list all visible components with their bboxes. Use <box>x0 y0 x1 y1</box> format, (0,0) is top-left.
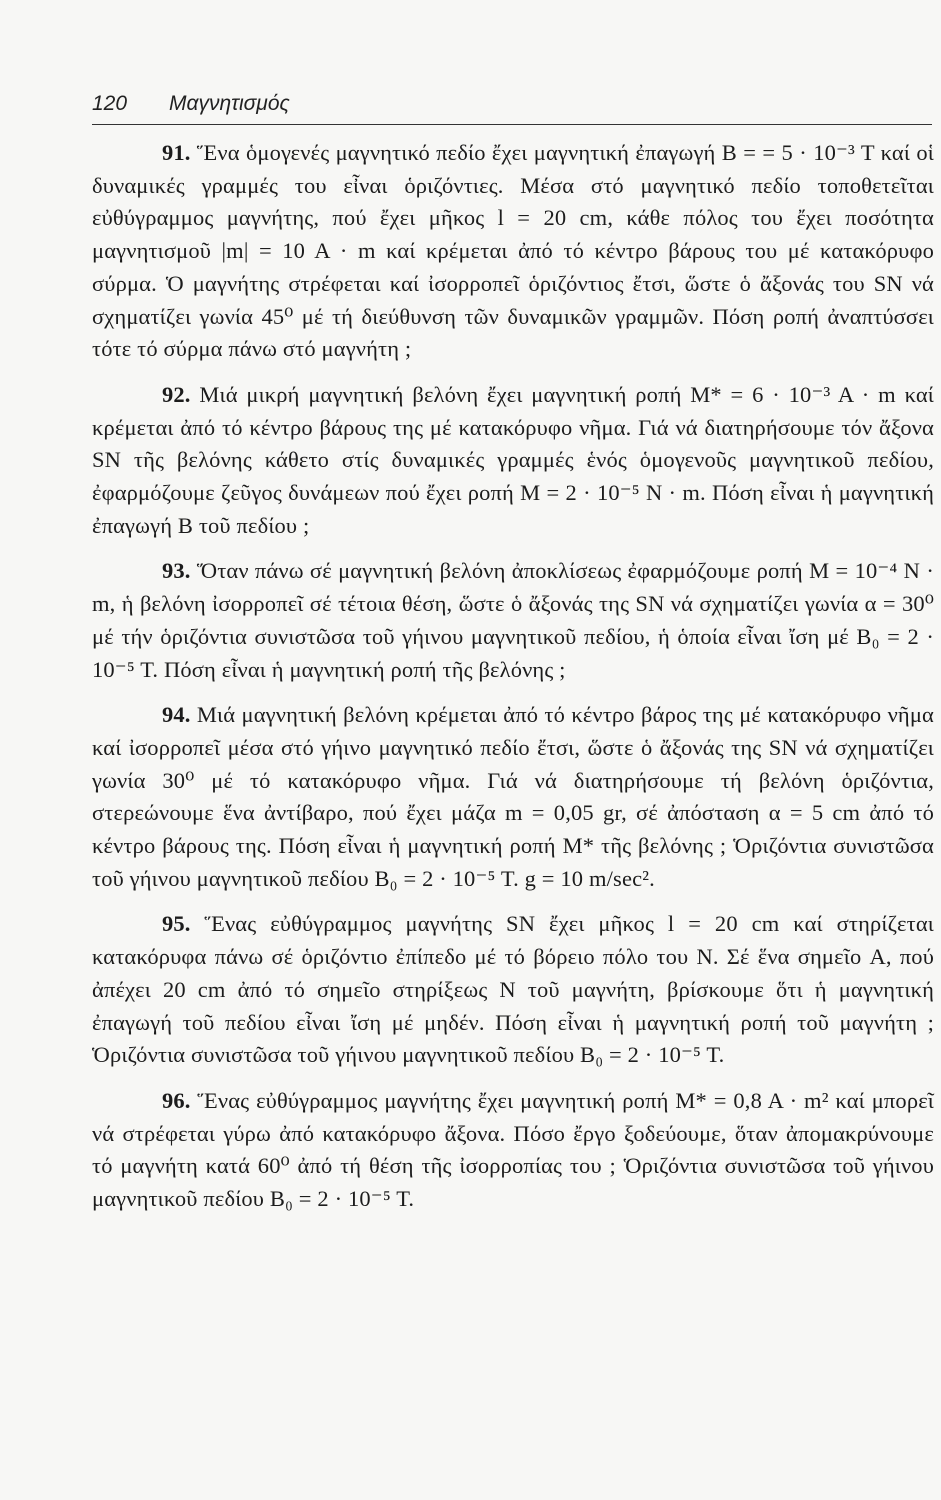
problem-number: 92. <box>162 381 191 407</box>
problem-number: 95. <box>162 911 191 937</box>
problem-text: Ἕνας εὐθύγραμμος μαγνήτης SN ἔχει μῆκος l = 20 cm καί στηρίζεται κατακόρυφα πάνω σέ ὁριζόντιο ἐπίπεδο μέ τό βόρειο πόλο του N. Σέ ἕνα σημεῖο A, πού ἀπέχει 20 cm ἀπό τό σημεῖο στηρίξεως N τοῦ μαγνήτη, βρίσκουμε ὅτι ἡ μαγνητική ἐπαγωγή τοῦ πεδίου εἶναι ἴση μέ μηδέν. Πόση εἶναι ἡ μαγνητική ροπή τοῦ μαγνήτη ; Ὁριζόντια συνιστῶσα τοῦ γήινου μαγνητικοῦ πεδίου B₀ = 2 · 10⁻⁵ T. <box>92 911 934 1068</box>
header-rule <box>92 124 932 125</box>
problem-92 <box>92 379 934 543</box>
problem-93 <box>92 555 934 686</box>
problem-94 <box>92 699 934 895</box>
section-title: Μαγνητισμός <box>169 92 290 115</box>
problem-list <box>92 137 934 1229</box>
page-number: 120 <box>92 92 128 115</box>
problem-text: Ἕνα ὁμογενές μαγνητικό πεδίο ἔχει μαγνητική ἐπαγωγή B = = 5 · 10⁻³ T καί οἱ δυναμικές γραμμές του εἶναι ὁριζόντιες. Μέσα στό μαγνητικό πεδίο τοποθετεῖται εὐθύγραμμος μαγνήτης, πού ἔχει μῆκος l = 20 cm, κάθε πόλος του ἔχει ποσότητα μαγνητισμοῦ |m| = 10 A · m καί κρέμεται ἀπό τό κέντρο βάρους του μέ κατακόρυφο σύρμα. Ὁ μαγνήτης στρέφεται καί ἰσορροπεῖ ὁριζόντιος ἔτσι, ὥστε ὁ ἄξονάς του SN νά σχηματίζει γωνία 45⁰ μέ τή διεύθυνση τῶν δυναμικῶν γραμμῶν. Πόση ροπή ἀναπτύσσει τότε τό σύρμα πάνω στό μαγνήτη ; <box>92 140 934 362</box>
problem-91 <box>92 137 934 366</box>
problem-text: Μιά μικρή μαγνητική βελόνη ἔχει μαγνητική ροπή M* = 6 · 10⁻³ A · m καί κρέμεται ἀπό τό κέντρο βάρους της μέ κατακόρυφο νῆμα. Γιά νά διατηρήσουμε τόν ἄξονα SN τῆς βελόνης κάθετο στίς δυναμικές γραμμές ἑνός ὁμογενοῦς μαγνητικοῦ πεδίου, ἐφαρμόζουμε ζεῦγος δυνάμεων πού ἔχει ροπή M = 2 · 10⁻⁵ N · m. Πόση εἶναι ἡ μαγνητική ἐπαγωγή B τοῦ πεδίου ; <box>92 381 934 538</box>
problem-95 <box>92 908 934 1072</box>
problem-number: 91. <box>162 140 191 165</box>
problem-number: 94. <box>162 702 191 728</box>
problem-text: Ἕνας εὐθύγραμμος μαγνήτης ἔχει μαγνητική ροπή M* = 0,8 A · m² καί μπορεῖ νά στρέφεται γύρω ἀπό κατακόρυφο ἄξονα. Πόσο ἔργο ξοδεύουμε, ὅταν ἀπομακρύνουμε τό μαγνήτη κατά 60⁰ ἀπό τή θέση τῆς ἰσορροπίας του ; Ὁριζόντια συνιστῶσα τοῦ γήινου μαγνητικοῦ πεδίου B₀ = 2 · 10⁻⁵ T. <box>92 1087 934 1212</box>
problem-number: 96. <box>162 1087 191 1113</box>
problem-text: Ὅταν πάνω σέ μαγνητική βελόνη ἀποκλίσεως ἐφαρμόζουμε ροπή M = 10⁻⁴ N · m, ἡ βελόνη ἰσορροπεῖ σέ τέτοια θέση, ὥστε ὁ ἄξονάς της SN νά σχηματίζει γωνία α = 30⁰ μέ τήν ὁριζόντια συνιστῶσα τοῦ γήινου μαγνητικοῦ πεδίου, ἡ ὁποία εἶναι ἴση μέ B₀ = 2 · 10⁻⁵ T. Πόση εἶναι ἡ μαγνητική ροπή τῆς βελόνης ; <box>92 558 934 682</box>
page-header <box>92 90 932 126</box>
problem-text: Μιά μαγνητική βελόνη κρέμεται ἀπό τό κέντρο βάρος της μέ κατακόρυφο νῆμα καί ἰσορροπεῖ μέσα στό γήινο μαγνητικό πεδίο ἔτσι, ὥστε ὁ ἄξονάς της SN νά σχηματίζει γωνία 30⁰ μέ τό κατακόρυφο νῆμα. Γιά νά διατηρήσουμε τή βελόνη ὁριζόντια, στερεώνουμε ἕνα ἀντίβαρο, πού ἔχει μάζα m = 0,05 gr, σέ ἀπόσταση α = 5 cm ἀπό τό κέντρο βάρους της. Πόση εἶναι ἡ μαγνητική ροπή M* τῆς βελόνης ; Ὁριζόντια συνιστῶσα τοῦ γήινου μαγνητικοῦ πεδίου B₀ = 2 · 10⁻⁵ T. g = 10 m/sec². <box>92 702 934 891</box>
problem-number: 93. <box>162 558 191 584</box>
problem-96 <box>92 1085 934 1216</box>
